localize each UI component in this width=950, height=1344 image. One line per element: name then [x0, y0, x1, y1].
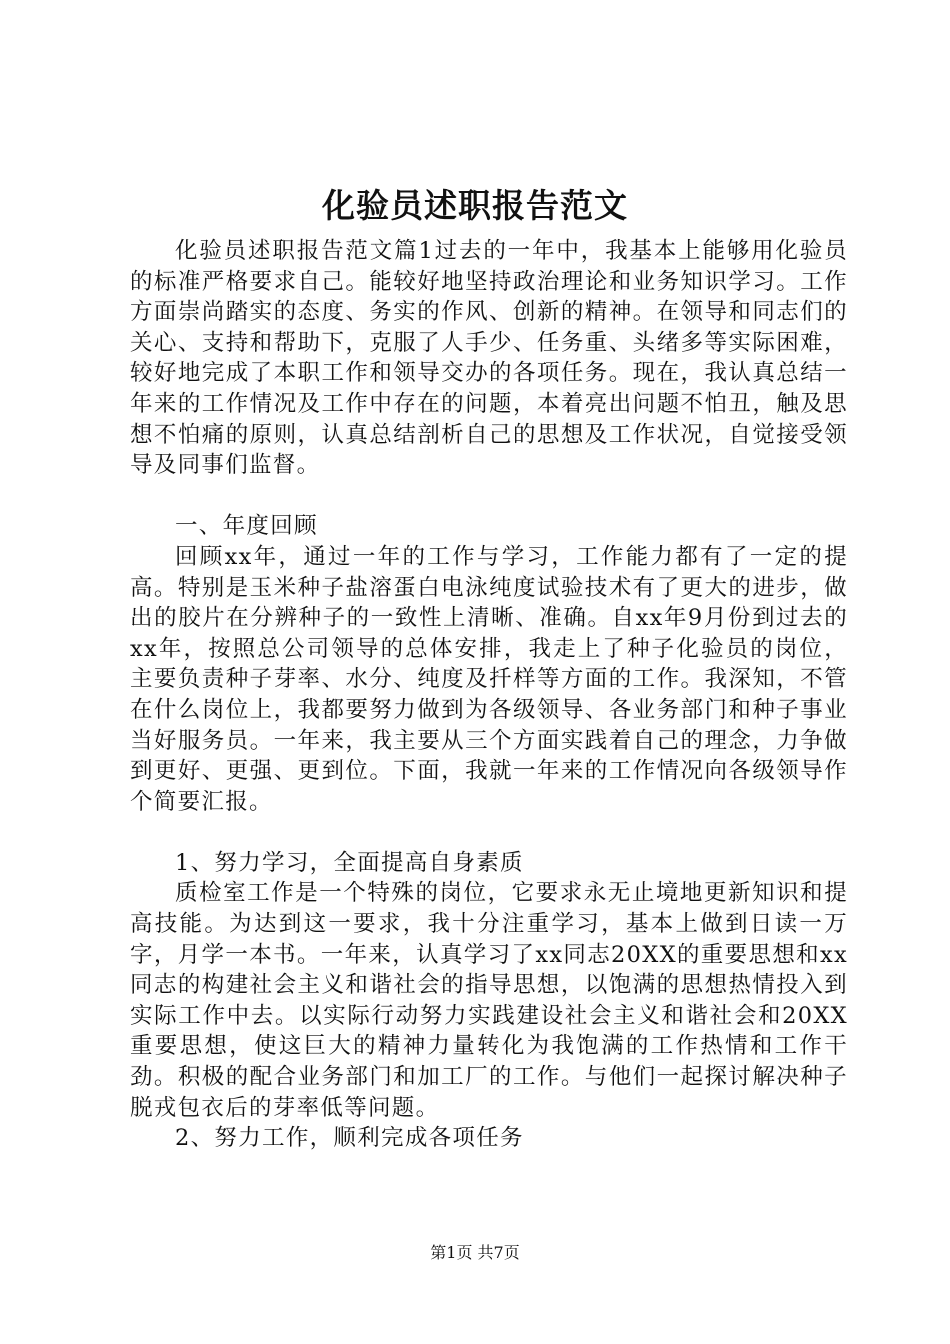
paragraph-intro: 化验员述职报告范文篇1过去的一年中，我基本上能够用化验员的标准严格要求自己。能较好地坚持政治理论和业务知识学习。工作方面崇尚踏实的态度、务实的作风、创新的精神。在领导和同志们的关心、支持和帮助下，克服了人手少、任务重、头绪多等实际困难，较好地完成了本职工作和领导交办的各项任务。现在，我认真总结一年来的工作情况及工作中存在的问题，本着亮出问题不怕丑，触及思想不怕痛的原则，认真总结剖析自己的思想及工作状况，自觉接受领导及同事们监督。	[130, 238, 848, 479]
paragraph-gap	[130, 481, 848, 512]
page-number-footer: 第1页 共7页	[430, 1243, 520, 1262]
document-body	[130, 236, 848, 1154]
document-title: 化验员述职报告范文	[322, 186, 628, 225]
paragraph-study: 质检室工作是一个特殊的岗位，它要求永无止境地更新知识和提高技能。为达到这一要求，我十分注重学习，基本上做到日读一万字，月学一本书。一年来，认真学习了xx同志20XX的重要思想和xx同志的构建社会主义和谐社会的指导思想，以饱满的思想热情投入到实际工作中去。以实际行动努力实践建设社会主义和谐社会和20XX重要思想，使这巨大的精神力量转化为我饱满的工作热情和工作干劲。积极的配合业务部门和加工厂的工作。与他们一起探讨解决种子脱戎包衣后的芽率低等问题。	[130, 880, 848, 1121]
paragraph-annual-review: 回顾xx年，通过一年的工作与学习，工作能力都有了一定的提高。特别是玉米种子盐溶蛋白电泳纯度试验技术有了更大的进步，做出的胶片在分辨种子的一致性上清晰、准确。自xx年9月份到过去的xx年，按照总公司领导的总体安排，我走上了种子化验员的岗位，主要负责种子芽率、水分、纯度及扦样等方面的工作。我深知，不管在什么岗位上，我都要努力做到为各级领导、各业务部门和种子事业当好服务员。一年来，我主要从三个方面实践着自己的理念，力争做到更好、更强、更到位。下面，我就一年来的工作情况向各级领导作个简要汇报。	[130, 543, 848, 815]
paragraph-gap	[130, 817, 848, 848]
heading-annual-review: 一、年度回顾	[175, 513, 318, 540]
heading-study: 1、努力学习，全面提高自身素质	[175, 849, 524, 876]
heading-work: 2、努力工作，顺利完成各项任务	[175, 1125, 524, 1152]
